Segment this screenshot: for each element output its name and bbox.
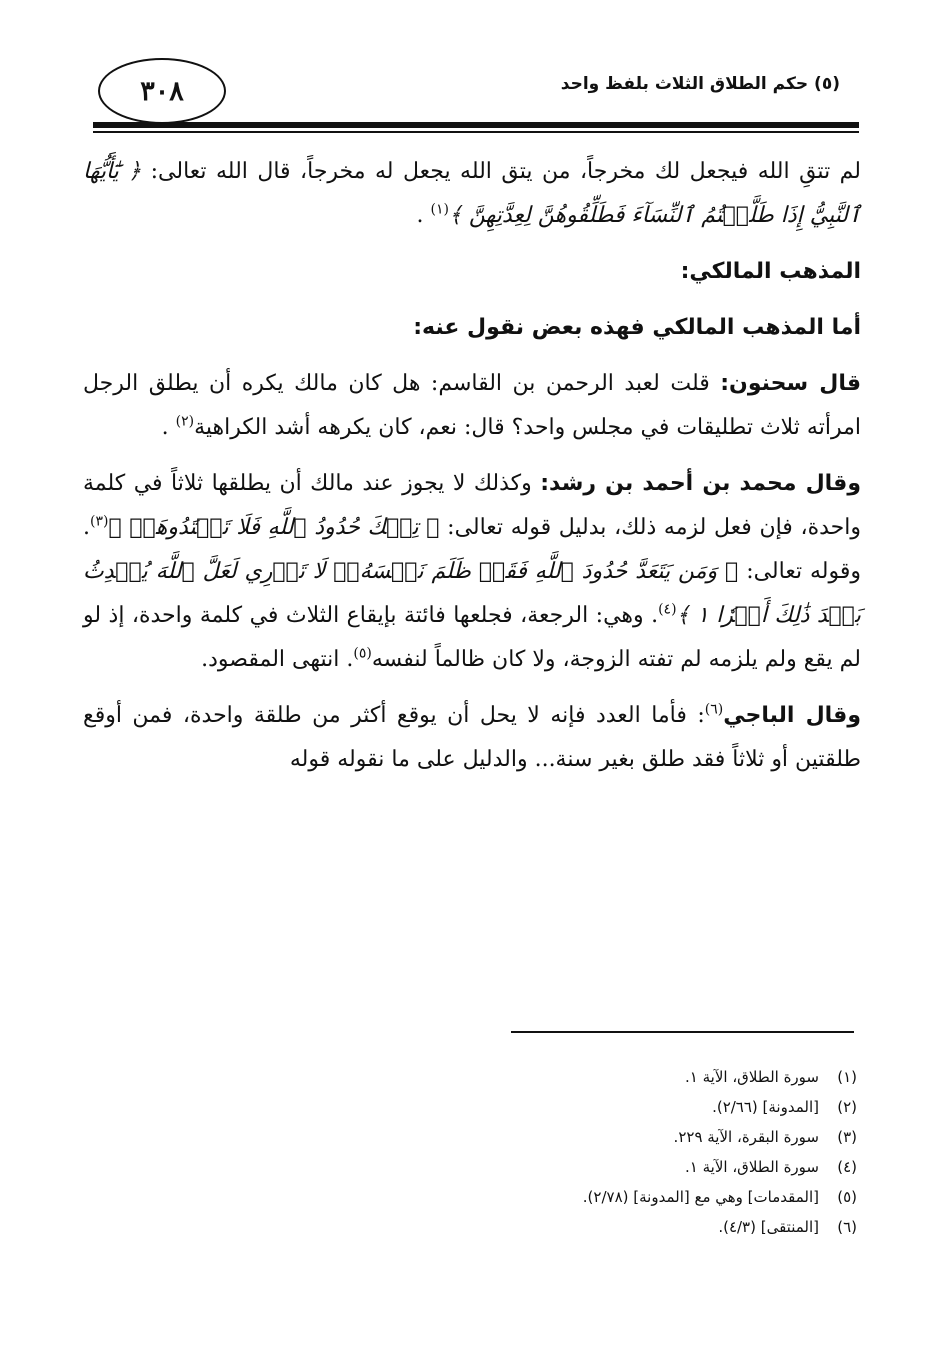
footnote-ref-6[interactable]: (٦)	[704, 701, 724, 718]
footnote-text: سورة البقرة، الآية ٢٢٩.	[673, 1128, 819, 1146]
footnote-text: [المنتقى] (٤/٣).	[718, 1218, 819, 1236]
paragraph-1	[83, 150, 861, 238]
p1-line1: لم تتقِ الله فيجعل لك مخرجاً، من يتق الله يجعل له مخرجاً، قال الله	[216, 159, 861, 184]
footnote-text: [المقدمات] وهي مع [المدونة] (٢/٧٨).	[582, 1188, 819, 1206]
p3-text1: وكذلك لا يجوز عند مالك أن يطلقها ثلاثاً في كلمة واحدة، فإن فعل لزمه ذلك، بدليل قوله تعالى:	[83, 471, 861, 540]
footnote-item	[157, 1122, 857, 1152]
footnote-number: (٦)	[837, 1218, 857, 1236]
section-intro: أما المذهب المالكي فهذه بعض نقول عنه:	[413, 315, 861, 340]
footnote-ref-5[interactable]: (٥)	[353, 645, 372, 662]
p2-text: قلت لعبد الرحمن بن القاسم: هل كان مالك يكره أن يطلق الرجل امرأته ثلاث تطليقات في مجلس واحد؟ قال: نعم، كان يكرهه أشد الكراهية	[83, 371, 861, 440]
footnote-text: سورة الطلاق، الآية ١.	[685, 1068, 819, 1086]
footnote-separator	[511, 1031, 854, 1033]
footnote-ref-1[interactable]: (١)	[430, 201, 449, 218]
footnote-ref-2[interactable]: (٢)	[175, 413, 195, 430]
quran-verse-3: ﴿ وَمَن يَتَعَدَّ حُدُودَ ٱللَّهِ فَقَدۡ ظَلَمَ نَفۡسَهُۥۚ لَا تَدۡرِي لَعَلَّ ٱللَّهَ يُحۡدِثُ بَعۡدَ ذَٰلِكَ أَمۡرٗا ١ ﴾	[83, 559, 861, 628]
footnote-number: (٤)	[837, 1158, 857, 1176]
footnote-item	[157, 1212, 857, 1242]
page-number: ٣٠٨	[98, 58, 226, 124]
footnote-text: [المدونة] (٢/٦٦).	[712, 1098, 819, 1116]
footnote-ref-4[interactable]: (٤)	[658, 601, 677, 618]
p1-prefix: تعالى:	[150, 159, 207, 184]
speaker-sahnun: قال سحنون:	[720, 371, 861, 396]
footnote-item	[157, 1062, 857, 1092]
footnote-number: (١)	[837, 1068, 857, 1086]
footnote-number: (٢)	[837, 1098, 857, 1116]
p3-text2: . وقوله تعالى:	[83, 515, 861, 584]
section-heading: المذهب المالكي:	[680, 259, 861, 284]
speaker-baji: وقال الباجي	[723, 703, 861, 728]
footnote-text: سورة الطلاق، الآية ١.	[685, 1158, 819, 1176]
header-rule-thin	[93, 131, 859, 133]
p2-end: .	[161, 415, 169, 440]
footnote-item	[157, 1092, 857, 1122]
header-rule-thick	[93, 122, 859, 128]
footnote-ref-3[interactable]: (٣)	[90, 513, 109, 530]
p4-text: : فأما العدد فإنه لا يحل أن يوقع أكثر من طلقة واحدة، فمن أوقع طلقتين أو ثلاثاً فقد طلق بغير سنة... والدليل على ما نقوله قوله	[83, 703, 861, 772]
quran-verse-2: ﴿ تِلۡكَ حُدُودُ ٱللَّهِ فَلَا تَعۡتَدُوهَاۚ ﴾	[108, 515, 440, 540]
p3-text3: . وهي: الرجعة، فجلعها فائتة بإيقاع الثلاث في كلمة واحدة، إذ لو لم يقع ولم يلزمه لم تفته الزوجة، ولا كان ظالماً لنفسه	[83, 603, 861, 672]
page-header	[90, 58, 860, 126]
main-text	[83, 150, 861, 782]
footnote-item	[157, 1152, 857, 1182]
paragraph-3	[83, 462, 861, 682]
footnote-number: (٥)	[837, 1188, 857, 1206]
p3-text4: . انتهى المقصود.	[201, 647, 354, 672]
p1-end: .	[416, 203, 424, 228]
quran-verse-1: ﴿ يَٰٓأَيُّهَا ٱلنَّبِيُّ إِذَا طَلَّقۡتُمُ ٱلنِّسَآءَ فَطَلِّقُوهُنَّ لِعِدَّتِهِنَّ ﴾	[83, 159, 861, 228]
footnotes	[157, 1062, 857, 1242]
paragraph-4	[83, 694, 861, 782]
footnote-item	[157, 1182, 857, 1212]
footnote-number: (٣)	[837, 1128, 857, 1146]
running-title: (٥) حكم الطلاق الثلاث بلفظ واحد	[560, 74, 840, 94]
paragraph-2	[83, 362, 861, 450]
speaker-ibn-rushd: وقال محمد بن أحمد بن رشد:	[540, 471, 861, 496]
